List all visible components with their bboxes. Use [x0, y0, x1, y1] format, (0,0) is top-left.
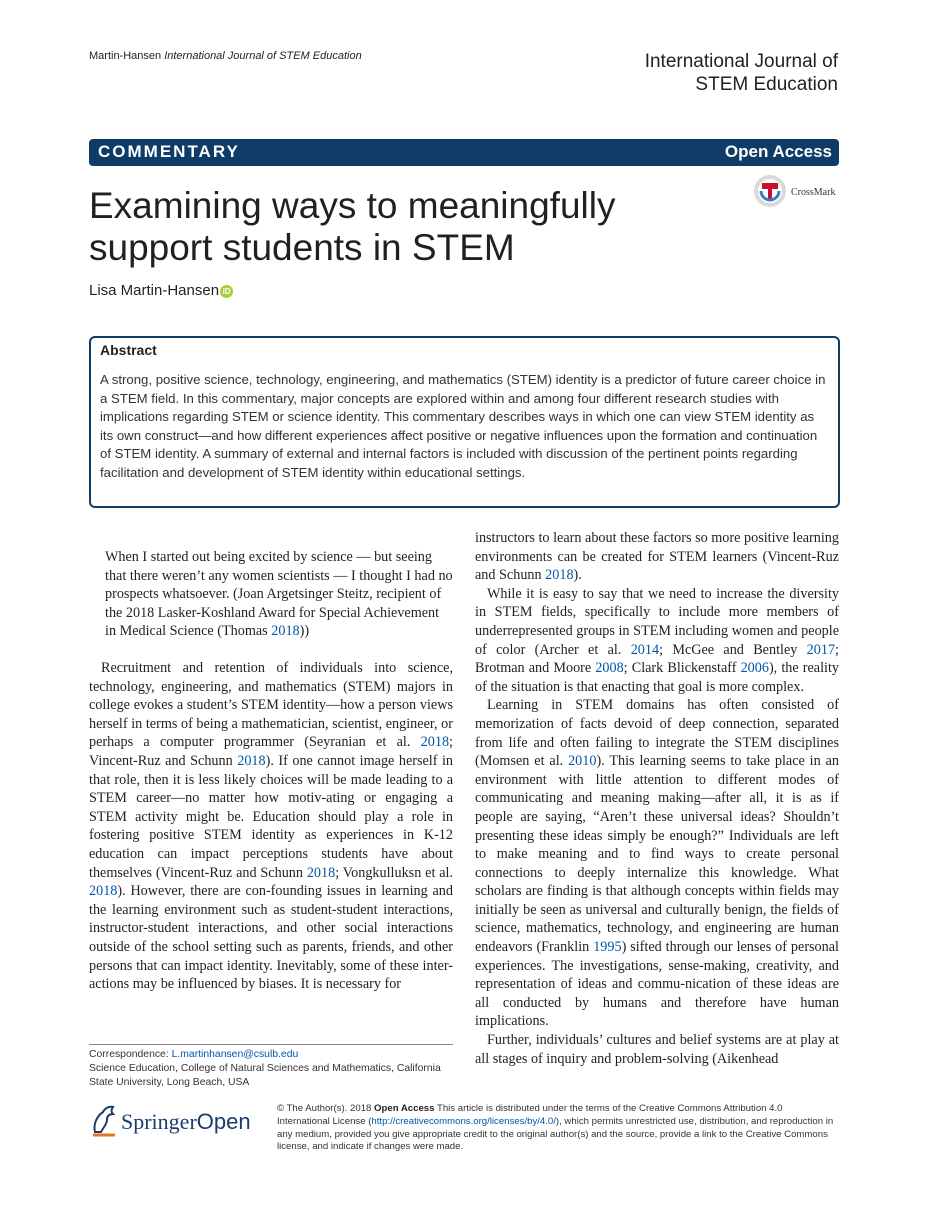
- text-run: instructors to learn about these factors so more positive learning environments can be created for STEM learners (Vincent-Ruz and Schunn: [475, 530, 839, 584]
- citation-link[interactable]: 2018: [237, 752, 266, 769]
- springer-horse-icon: [89, 1102, 119, 1138]
- correspondence-email-link[interactable]: L.martinhansen@csulb.edu: [171, 1049, 299, 1060]
- abstract-box: [89, 336, 840, 508]
- epigraph-end: )): [299, 623, 310, 640]
- epigraph-text: When I started out being excited by science — but seeing that there weren’t any women scientists — I thought I had no prospects whatsoever. (Joan Argetsinger Steitz, recipient of the 2018 Lasker-Koshland Award for Special Achievement in Medical Science (Thomas: [105, 549, 453, 640]
- text-run: ).: [573, 567, 582, 584]
- text-run: ; Vincent-Ruz and Schunn: [89, 734, 453, 769]
- citation-link[interactable]: 2008: [595, 660, 624, 677]
- license-suffix: ), which permits unrestricted use, distribution, and reproduction in any medium, provided you give appropriate credit to the original author(s) and the source, provide a link to the Creative Commons license, and indicate if changes were made.: [277, 1115, 834, 1153]
- text-run: ). However, there are con-founding issues in learning and the learning environment such as student-student interactions, instructor-student interactions, and other social interactions outside of the school setting such as parents, friends, and other persons that can impact identity. Inevitably, some of these inter-actions may be influenced by biases. It is necessary for: [89, 883, 453, 993]
- body-column-right: [475, 529, 839, 1068]
- text-run: ). This learning seems to take place in an environment with little attention to different modes of communicating and meaning making—after all, it is as if people are saying, “Aren’t these universal ideas? Shouldn’t presenting these ideas simply be enough?” Individuals are left to make meaning and to find ways to create personal connections to deeply internalize this knowledge. What scholars are finding is that although concepts within fields may initially be seen as universal and culturally benign, the fields of science, mathematics, technology, and engineering are human endeavors (Franklin: [475, 753, 839, 956]
- correspondence-footnote: [89, 1048, 459, 1090]
- open-access-label: Open Access: [724, 142, 832, 161]
- crossmark-label: CrossMark: [791, 187, 836, 198]
- paragraph: [475, 585, 839, 697]
- correspondence-label: Correspondence:: [89, 1049, 172, 1060]
- text-run: Further, individuals’ cultures and belief systems are at play at all stages of inquiry and problem-solving (Aikenhead: [475, 1032, 839, 1067]
- citation-link[interactable]: 2018: [420, 734, 450, 751]
- publisher-name: Springer: [121, 1109, 197, 1134]
- citation-link[interactable]: 2018: [306, 864, 336, 881]
- affiliation: Science Education, College of Natural Sciences and Mathematics, California State University, Long Beach, USA: [89, 1063, 441, 1088]
- abstract-heading: Abstract: [100, 342, 157, 358]
- citation-link[interactable]: 1995: [593, 939, 622, 956]
- citation-link[interactable]: 2017: [806, 641, 836, 658]
- running-head: [89, 50, 362, 62]
- article-type-banner: [89, 139, 839, 166]
- license-statement: [277, 1103, 837, 1154]
- journal-name-line1: International Journal of: [644, 51, 838, 72]
- text-run: ). If one cannot image herself in that role, then it is less likely choices will be made leading to a STEM career—no matter how motiv-ating or engaging a STEM activity might be. Education should play a role in fostering positive STEM identity as experiences in K-12 education can impact perceptions students have about themselves (Vincent-Ruz and Schunn: [89, 752, 454, 881]
- paragraph: [475, 529, 839, 585]
- paragraph: [475, 1031, 839, 1068]
- epigraph-quote: [105, 548, 453, 641]
- citation-link[interactable]: 2018: [89, 883, 118, 900]
- text-run: While it is easy to say that we need to increase the diversity in STEM fields, specifically to include more members of underrepresented groups in STEM including women and people of color (Archer et al.: [475, 585, 839, 658]
- springer-open-logo: [89, 1102, 264, 1142]
- body-column-left: [89, 659, 453, 994]
- license-open-access: Open Access: [374, 1103, 435, 1114]
- paragraph: [89, 659, 453, 994]
- footnote-divider: [89, 1044, 453, 1045]
- journal-name: [645, 50, 838, 96]
- text-run: ; McGee and Bentley: [659, 641, 807, 658]
- citation-link[interactable]: 2010: [568, 753, 597, 770]
- running-head-author: Martin-Hansen: [89, 50, 162, 62]
- abstract-text: A strong, positive science, technology, engineering, and mathematics (STEM) identity is a predictor of future career choice in a STEM field. In this commentary, major concepts are explored within and among four different research studies with implications regarding STEM or science identity. This commentary describes ways in which one can view STEM identity as its own construct—and how different experiences affect positive or negative influences upon the formation and continuation of STEM identity. A summary of external and internal factors is included with discussion of the pertinent points regarding facilitation and development of STEM identity within educational settings.: [100, 372, 826, 480]
- license-url-link[interactable]: http://creativecommons.org/licenses/by/4.0/: [371, 1115, 556, 1127]
- publisher-wordmark: [121, 1109, 251, 1135]
- journal-name-line2: STEM Education: [695, 74, 838, 95]
- text-run: ; Brotman and Moore: [475, 641, 839, 677]
- publisher-open: Open: [196, 1109, 251, 1134]
- citation-link[interactable]: 2014: [630, 641, 660, 658]
- text-run: Recruitment and retention of individuals into science, technology, engineering, and mathematics (STEM) majors in college evokes a student’s STEM identity—how a person views herself in terms of being a mathematician, scientist, engineer, or perhaps a computer programmer (Seyranian et al.: [89, 660, 453, 751]
- text-run: ; Clark Blickenstaff: [623, 660, 741, 677]
- author-line: [89, 282, 233, 299]
- article-type-label: COMMENTARY: [98, 142, 240, 161]
- citation-link[interactable]: 2018: [545, 567, 574, 584]
- text-run: ), the reality of the situation is that enacting that goal is more complex.: [475, 660, 840, 695]
- orcid-icon[interactable]: iD: [220, 285, 233, 298]
- citation-link[interactable]: 2006: [740, 660, 769, 677]
- citation-link[interactable]: 2018: [271, 623, 300, 640]
- crossmark-badge[interactable]: [753, 173, 843, 209]
- text-run: Learning in STEM domains has often consisted of memorization of facts devoid of deep connection, separated from life and often failing to integrate the STEM disciplines (Momsen et al.: [475, 697, 839, 770]
- crossmark-icon: [753, 173, 787, 209]
- text-run: ; Vongkulluksn et al.: [335, 864, 454, 881]
- paragraph: [475, 696, 839, 1031]
- text-run: ) sifted through our lenses of personal experiences. The investigations, sense-making, creativity, and representation of ideas and commu-nication of these ideas are all conducted by humans and therefore have human implications.: [475, 939, 839, 1030]
- running-head-journal: International Journal of STEM Education: [164, 50, 362, 62]
- license-prefix: © The Author(s). 2018: [277, 1103, 375, 1114]
- license-middle: This article is distributed under the terms of the Creative Commons Attribution 4.0 International License (: [277, 1103, 783, 1127]
- author-name: Lisa Martin-Hansen: [89, 282, 220, 299]
- article-title: Examining ways to meaningfully support students in STEM: [89, 185, 616, 268]
